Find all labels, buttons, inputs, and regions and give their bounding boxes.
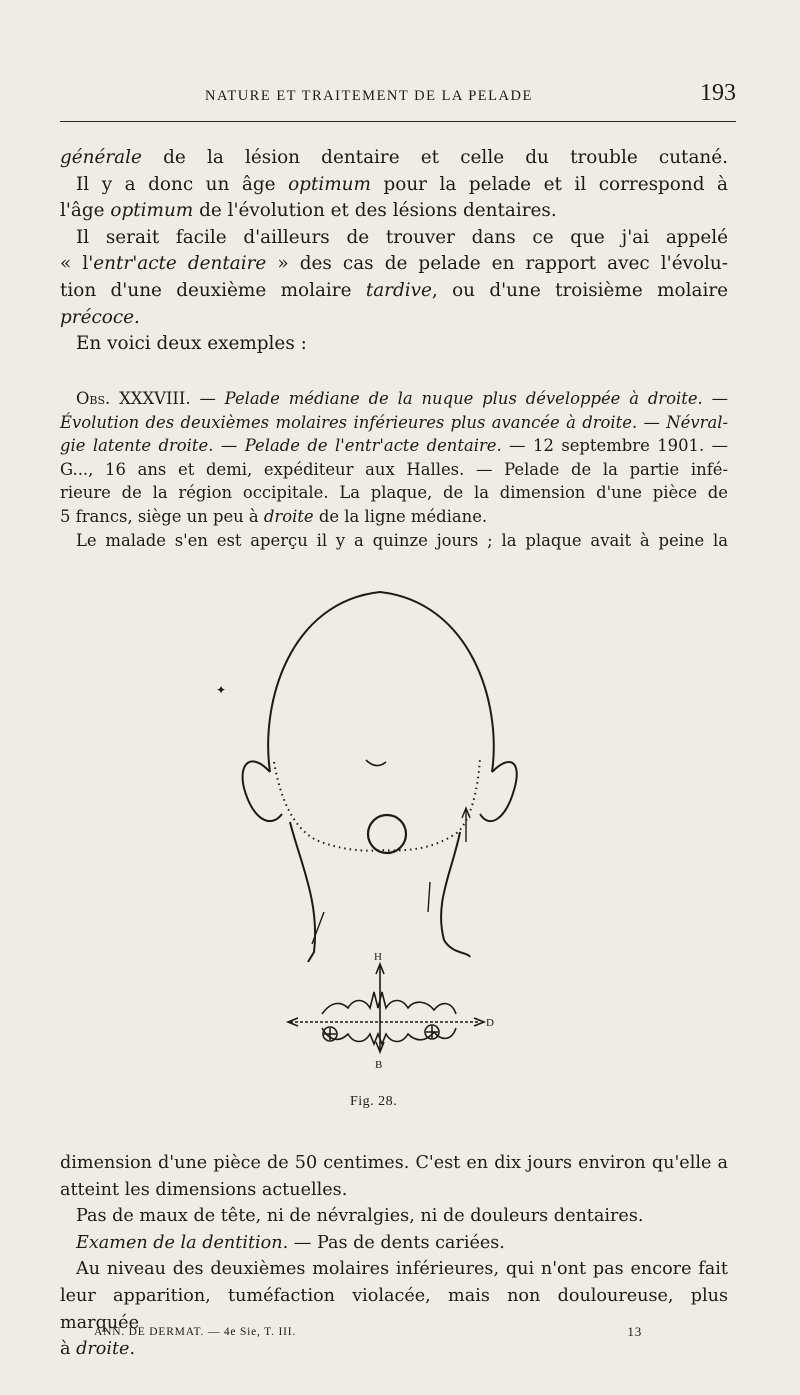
italic-term: entr'acte dentaire <box>93 253 267 275</box>
axis-label-top: H <box>374 951 382 963</box>
paragraph-line: Il y a donc un âge optimum pour la pelade et il correspond à <box>76 173 728 195</box>
nape-mark <box>366 760 386 766</box>
paragraph-line: dimension d'une pièce de 50 centimes. C'est en dix jours environ qu'elle a <box>60 1153 728 1173</box>
observation-block <box>60 387 728 552</box>
pelade-patch-circle <box>368 815 406 853</box>
paragraph-line: « l'entr'acte dentaire » des cas de pelade en rapport avec l'évolu- <box>60 253 728 275</box>
observation-line: 5 francs, siège un peu à droite de la ligne médiane. <box>60 506 488 526</box>
right-neck-shade <box>428 882 430 912</box>
observation-line: G..., 16 ans et demi, expéditeur aux Halles. — Pelade de la partie infé- <box>60 459 728 479</box>
italic-term: optimum <box>288 173 371 195</box>
head-outline <box>268 592 494 772</box>
right-neck <box>441 832 470 957</box>
intro-text <box>60 145 728 358</box>
observation-line: Évolution des deuxièmes molaires inférieures plus avancée à droite. — Névral- <box>60 412 728 432</box>
paragraph-line: Il serait facile d'ailleurs de trouver dans ce que j'ai appelé <box>76 226 728 248</box>
page-number: 193 <box>700 80 736 106</box>
paragraph-line: Au niveau des deuxièmes molaires inférieures, qui n'ont pas encore fait <box>76 1259 728 1280</box>
right-ear <box>480 762 517 821</box>
paragraph-line: Pas de maux de tête, ni de névralgies, ni de douleurs dentaires. <box>76 1206 644 1227</box>
paragraph-line: l'âge optimum de l'évolution et des lésions dentaires. <box>60 200 557 222</box>
running-header <box>60 80 736 116</box>
observation-line: rieure de la région occipitale. La plaque, de la dimension d'une pièce de <box>60 483 728 503</box>
paragraph-line: générale de la lésion dentaire et celle du trouble cutané. <box>60 147 728 168</box>
upper-teeth-row <box>322 992 456 1014</box>
italic-term: tardive <box>365 279 432 301</box>
molar-left-cross <box>324 1028 336 1040</box>
head-and-teeth-diagram <box>216 582 530 1094</box>
lower-teeth-row <box>322 1028 456 1044</box>
italic-term: optimum <box>110 200 194 222</box>
observation-line: Obs. XXXVIII. — Pelade médiane de la nuque plus développée à droite. — <box>76 389 728 408</box>
paragraph-line: à droite. <box>60 1339 136 1360</box>
paragraph-line: tion d'une deuxième molaire tardive, ou d'une troisième molaire <box>60 279 728 301</box>
paragraph-line: En voici deux exemples : <box>76 333 307 355</box>
figure-caption: Fig. 28. <box>350 1094 398 1109</box>
observation-line: Le malade s'en est aperçu il y a quinze jours ; la plaque avait à peine la <box>76 530 728 550</box>
sheet-number: 13 <box>627 1324 642 1339</box>
axis-label-bottom: B <box>375 1059 383 1071</box>
observation-label: Obs. XXXVIII. <box>76 389 191 408</box>
stray-mark: ✦ <box>216 683 227 697</box>
italic-term: précoce. <box>60 306 140 328</box>
italic-term: générale <box>60 147 142 168</box>
paragraph-line: atteint les dimensions actuelles. <box>60 1179 348 1200</box>
header-rule <box>60 121 736 122</box>
paragraph-line: leur apparition, tuméfaction violacée, mais non douloureuse, plus marquée <box>60 1285 728 1333</box>
paragraph-line: Examen de la dentition. — Pas de dents cariées. <box>76 1232 505 1253</box>
page-footer <box>94 1326 642 1346</box>
observation-line: gie latente droite. — Pelade de l'entr'acte dentaire. — 12 septembre 1901. — <box>60 436 728 456</box>
axis-label-right: D <box>486 1017 494 1029</box>
figure-head-illustration <box>216 582 530 1094</box>
molar-right-cross <box>426 1026 438 1038</box>
left-ear <box>243 761 282 821</box>
paragraph-line <box>60 305 728 332</box>
left-neck <box>290 822 315 962</box>
running-title: NATURE ET TRAITEMENT DE LA PELADE <box>205 88 533 104</box>
journal-signature: ANN. DE DERMAT. — 4e Sie, T. III. <box>94 1326 297 1338</box>
dotted-hairline <box>274 758 480 851</box>
